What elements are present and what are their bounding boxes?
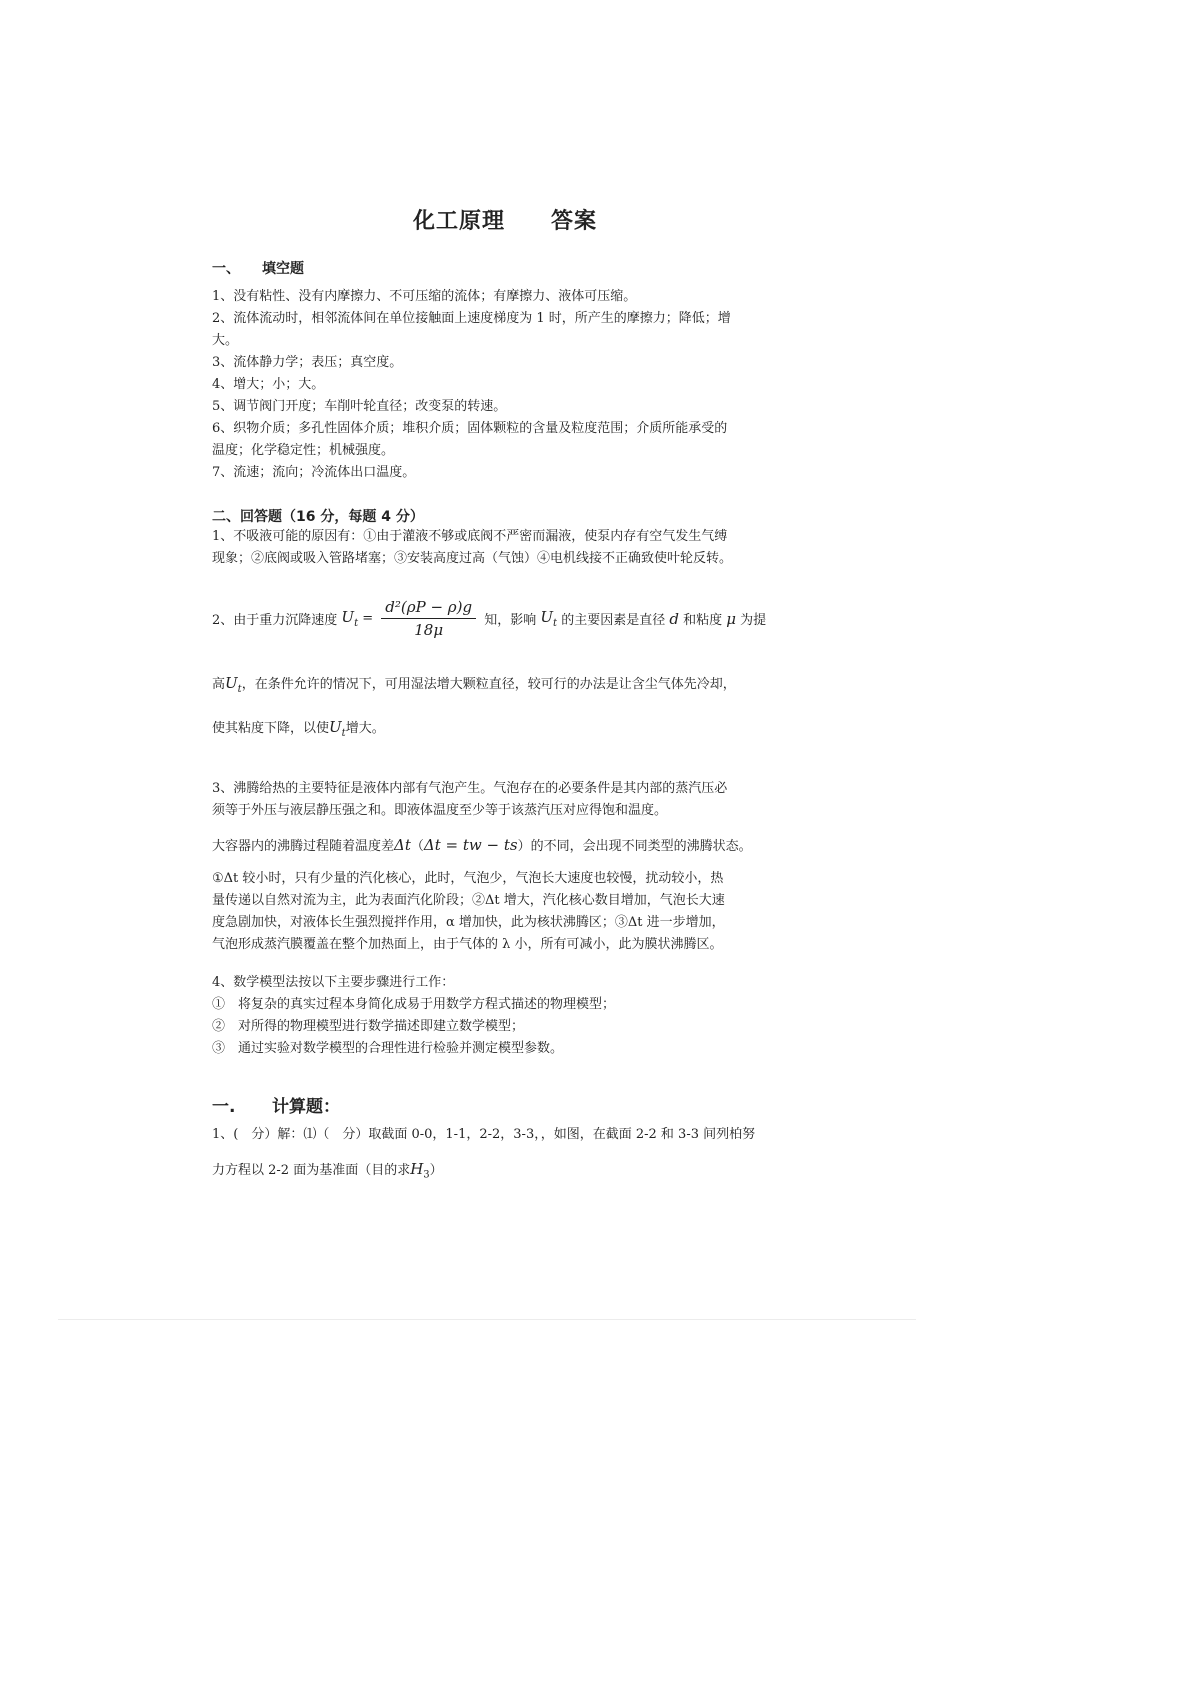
section1-title: 填空题 [262,261,304,277]
answer-line: 4、数学模型法按以下主要步骤进行工作： [212,975,455,990]
answer-line: ② 对所得的物理模型进行数学描述即建立数学模型； [212,1019,525,1034]
section3-heading [212,1092,340,1117]
page-divider [58,1319,916,1320]
answer-line: 3、流体静力学；表压；真空度。 [212,355,403,370]
answer-line: 须等于外压与液层静压强之和。即液体温度至少等于该蒸汽压对应得饱和温度。 [212,803,668,818]
answer-line: 量传递以自然对流为主，此为表面汽化阶段；②Δt 增大，汽化核心数目增加，气泡长大速 [212,893,725,908]
section3-number: 一. [212,1097,236,1117]
answer-line: 大容器内的沸腾过程随着温度差Δt（Δt = tw − ts）的不同，会出现不同类型的沸腾状态。 [212,836,752,854]
answer-line: 现象；②底阀或吸入管路堵塞；③安装高度过高（气蚀）④电机线接不正确致使叶轮反转。 [212,551,733,566]
answer-line: 温度；化学稳定性；机械强度。 [212,443,395,458]
answer-line: 6、织物介质；多孔性固体介质；堆积介质；固体颗粒的含量及粒度范围；介质所能承受的 [212,421,728,436]
answer-line: 气泡形成蒸汽膜覆盖在整个加热面上，由于气体的 λ 小，所有可减小，此为膜状沸腾区。 [212,937,723,952]
answer-line: 使其粘度下降，以使$U_t$增大。 [212,718,385,739]
formula-prefix: 2、由于重力沉降速度 [212,613,338,628]
formula-line: 2、由于重力沉降速度 $U_t$ = $\frac{\text{d²(ρP − ρ)g}}{18\mu}$ 知，影响 $U_t$ 的主要因素是直径 d 和粘度 μ 为提 [212,598,767,639]
fraction-denominator: 18μ [414,621,444,639]
answer-line: 7、流速；流向；冷流体出口温度。 [212,465,416,480]
answer-line: 1、没有粘性、没有内摩擦力、不可压缩的流体；有摩擦力、液体可压缩。 [212,289,637,304]
answer-line: 大。 [212,333,239,348]
answer-line: ① 将复杂的真实过程本身简化成易于用数学方程式描述的物理模型； [212,997,616,1012]
answer-line: 1、不吸液可能的原因有：①由于灌液不够或底阀不严密而漏液，使泵内存有空气发生气缚 [212,529,728,544]
answer-line: 高$U_t$，在条件允许的情况下，可用湿法增大颗粒直径，较可行的办法是让含尘气体先冷却， [212,674,736,695]
answer-line: 5、调节阀门开度；车削叶轮直径；改变泵的转速。 [212,399,507,414]
answer-line: 3、沸腾给热的主要特征是液体内部有气泡产生。气泡存在的必要条件是其内部的蒸汽压必 [212,781,728,796]
answer-line: 2、流体流动时，相邻流体间在单位接触面上速度梯度为 1 时，所产生的摩擦力；降低；增 [212,311,731,326]
section3-title: 计算题： [272,1097,340,1117]
answer-line: 1、( 分）解：⑴（ 分）取截面 0-0，1-1，2-2，3-3，，如图，在截面 2-2 和 3-3 间列柏努 [212,1127,756,1142]
answer-line: ③ 通过实验对数学模型的合理性进行检验并测定模型参数。 [212,1041,564,1056]
answer-line: 力方程以 2-2 面为基准面（目的求$H_3$） [212,1160,443,1181]
settling-velocity-fraction [381,598,476,639]
answer-line: ①Δt 较小时，只有少量的汽化核心，此时，气泡少，气泡长大速度也较慢，扰动较小，热 [212,871,724,886]
answer-line: 度急剧加快，对液体长生强烈搅拌作用，α 增加快，此为核状沸腾区；③Δt 进一步增加， [212,915,725,930]
var-U: $U_t$ [341,608,359,629]
section1-number: 一、 [212,261,240,277]
answer-line: 4、增大；小；大。 [212,377,325,392]
section1-heading [212,258,304,278]
fraction-numerator: d²(ρP − ρ)g [381,598,476,619]
section2-heading: 二、回答题（16 分，每题 4 分） [212,509,424,525]
page-title: 化工原理 答案 [412,209,597,234]
